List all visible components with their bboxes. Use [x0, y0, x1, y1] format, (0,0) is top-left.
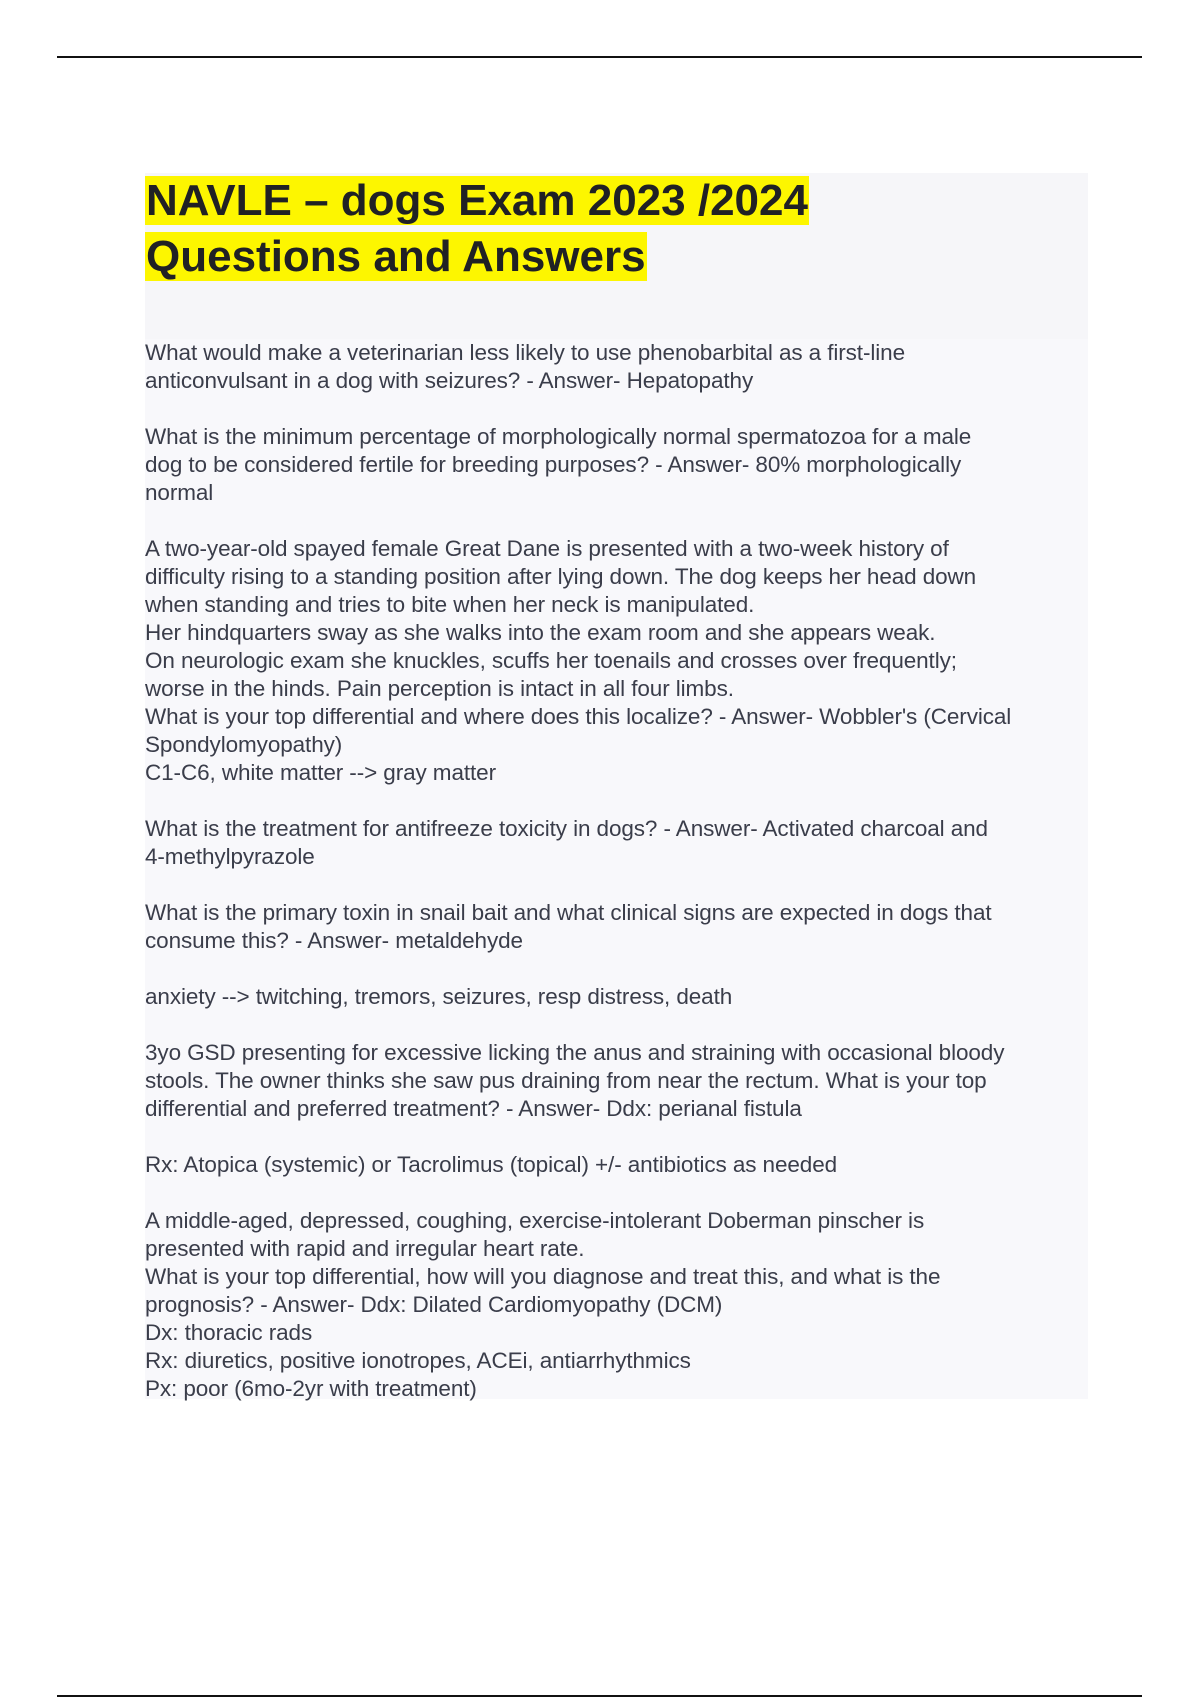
- qa-entry: What is the primary toxin in snail bait and what clinical signs are expected in dogs that consume this? - Answer- metaldehyde: [145, 900, 992, 953]
- qa-entry: Rx: Atopica (systemic) or Tacrolimus (topical) +/- antibiotics as needed: [145, 1152, 838, 1177]
- qa-content: [145, 339, 1088, 1399]
- bottom-rule: [57, 1695, 1142, 1697]
- qa-entry: What is the treatment for antifreeze toxicity in dogs? - Answer- Activated charcoal and 4-methylpyrazole: [145, 816, 988, 869]
- qa-entry: What is the minimum percentage of morphologically normal spermatozoa for a male dog to be considered fertile for breeding purposes? - Answer- 80% morphologically normal: [145, 424, 972, 505]
- qa-entry: A middle-aged, depressed, coughing, exercise-intolerant Doberman pinscher is presented with rapid and irregular heart rate. What is your top differential, how will you diagnose and treat this, and what is the prognosis? - Answer- Ddx: Dilated Cardiomyopathy (DCM) Dx: thoracic rads Rx: diuretics, positive ionotropes, ACEi, antiarrhythmics Px: poor (6mo-2yr with treatment): [145, 1208, 941, 1401]
- document-title-block: [145, 173, 1088, 341]
- title-line-2: Questions and Answers: [146, 232, 646, 281]
- title-line-1: NAVLE – dogs Exam 2023 /2024: [146, 176, 808, 225]
- qa-entry: A two-year-old spayed female Great Dane is presented with a two-week history of difficulty rising to a standing position after lying down. The dog keeps her head down when standing and tries to bite when her neck is manipulated. Her hindquarters sway as she walks into the exam room and she appears weak. On neurologic exam she knuckles, scuffs her toenails and crosses over frequently; worse in the hinds. Pain perception is intact in all four limbs. What is your top differential and where does this localize? - Answer- Wobbler's (Cervical Spondylomyopathy) C1-C6, white matter --> gray matter: [145, 536, 1012, 785]
- qa-entry: anxiety --> twitching, tremors, seizures, resp distress, death: [145, 984, 733, 1009]
- qa-entry: What would make a veterinarian less likely to use phenobarbital as a first-line anticonvulsant in a dog with seizures? - Answer- Hepatopathy: [145, 340, 905, 393]
- top-rule: [57, 56, 1142, 58]
- document-title: [145, 173, 809, 285]
- qa-entry: 3yo GSD presenting for excessive licking the anus and straining with occasional bloody stools. The owner thinks she saw pus draining from near the rectum. What is your top differential and preferred treatment? - Answer- Ddx: perianal fistula: [145, 1040, 1005, 1121]
